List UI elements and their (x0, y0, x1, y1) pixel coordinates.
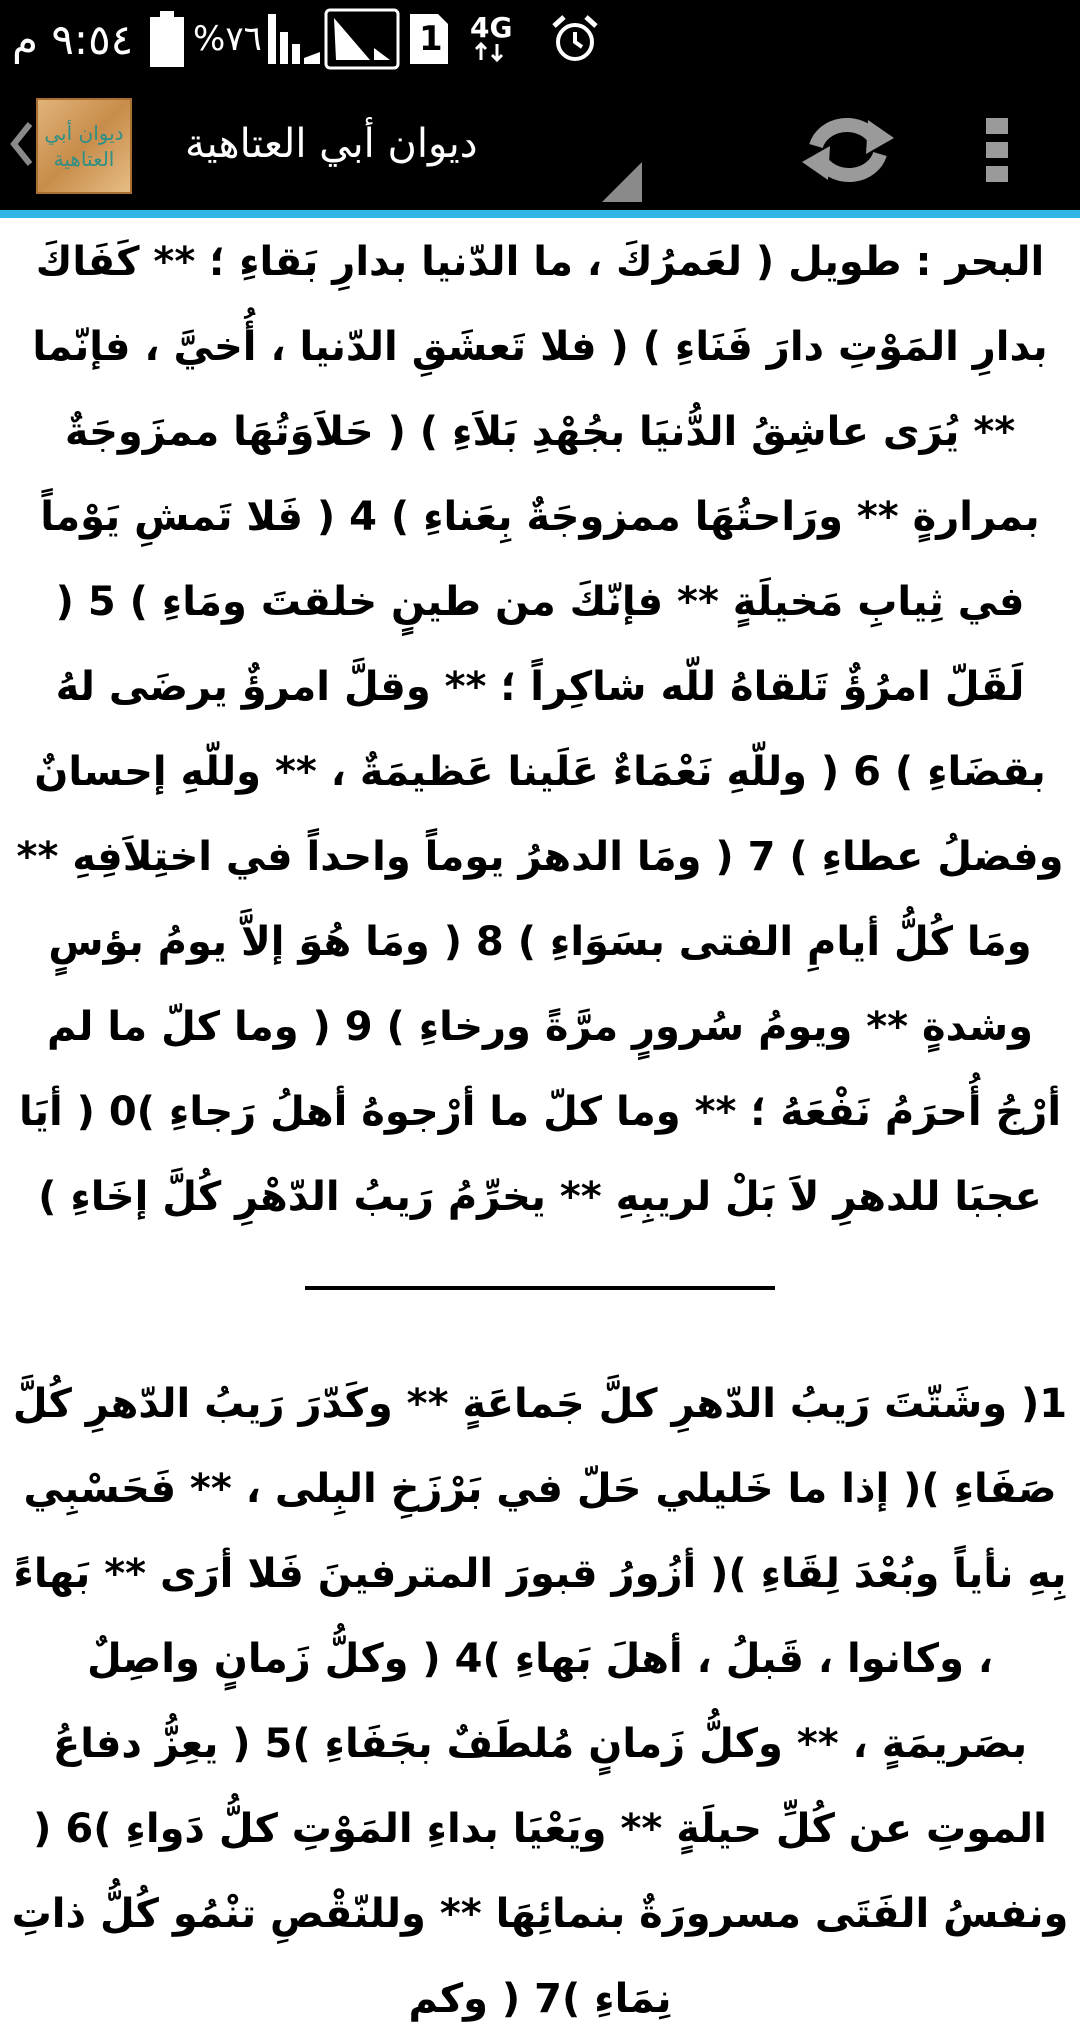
app-title[interactable]: ديوان أبي العتاهية (185, 121, 478, 167)
poem-block: 1( وشَتّتَ رَيبُ الدّهرِ كلَّ جَماعَةٍ ** وكَدّرَ رَيبُ الدّهرِ كُلَّ صَفَاءِ )( إذا ما خَليلي حَلّ في بَرْزَخِ البِلى ، ** فَحَسْبِي بِهِ نأياً وبُعْدَ لِقَاءِ )( أزُورُ قبورَ المترفينَ فَلا أرَى ** بَهاءً ، وكانوا ، قَبلُ ، أهلَ بَهاءِ )4 ( وكلُّ زَمانٍ واصِلٌ بصَريمَةٍ ، ** وكلُّ زَمانٍ مُلطَفٌ بجَفَاءِ )5 ( يعِزُّ دفاعُ الموتِ عن كُلِّ حيلَةٍ ** ويَعْيَا بداءِ المَوْتِ كلُّ دَواءِ )6 ( ونفسُ الفَتَى مسرورَةٌ بنمائِهَا ** وللنّقْصِ تنْمُو كُلُّ ذاتِ نِمَاءِ )7 ( وكم (11, 1381, 1069, 2022)
poem-content[interactable] (0, 220, 1080, 2022)
overflow-menu-icon[interactable] (986, 118, 1008, 186)
network-type-label: 4G (470, 11, 513, 44)
signal-icon-selected (324, 0, 400, 78)
poem-divider (305, 1286, 775, 1290)
sim-slot-number: 1 (419, 19, 443, 59)
poem-block: البحر : طويل ( لعَمرُكَ ، ما الدّنيا بدارِ بَقاءِ ؛ ** كَفَاكَ بدارِ المَوْتِ دارَ فَنَاءِ ) ( فلا تَعشَقِ الدّنيا ، أُخيَّ ، فإنّما ** يُرَى عاشِقُ الدُّنيَا بجُهْدِ بَلاَءِ ) ( حَلاَوَتُهَا ممزَوجَةٌ بمرارةٍ ** ورَاحتُهَا ممزوجَةٌ بِعَناءِ ) 4 ( فَلا تَمشِ يَوْماً في ثِيابِ مَخيلَةٍ ** فإنّكَ من طينٍ خلقتَ ومَاءِ ) 5 ( لَقَلّ امرُؤٌ تَلقاهُ للّه شاكِراً ؛ ** وقلَّ امرؤٌ يرضَى لهُ بقضَاءِ ) 6 ( وللّهِ نَعْمَاءٌ عَلَينا عَظيمَةٌ ، ** وللّهِ إحسانٌ وفضلُ عطاءِ ) 7 ( ومَا الدهرُ يوماً واحداً في اختِلاَفِهِ ** ومَا كُلُّ أيامِ الفتى بسَوَاءِ ) 8 ( ومَا هُوَ إلاَّ يومُ بؤسٍ وشدةٍ ** ويومُ سُرورٍ مرَّةً ورخاءِ ) 9 ( وما كلّ ما لم أرْجُ أُحرَمُ نَفْعَهُ ؛ ** وما كلّ ما أرْجوهُ أهلُ رَجاءِ )0 ( أيَا عجبَا للدهرِ لاَ بَلْ لريبِهِ ** يخرِّمُ رَيبُ الدّهْرِ كُلَّ إخَاءِ ) (16, 239, 1064, 1220)
battery-percent: %٧٦ (193, 19, 262, 59)
battery-icon (150, 0, 184, 78)
back-chevron-icon[interactable] (10, 122, 34, 170)
signal-icon (268, 0, 320, 78)
dropdown-triangle-icon[interactable] (602, 162, 642, 206)
action-bar (0, 78, 1080, 210)
clock: ٩:٥٤ م (12, 14, 134, 64)
app-logo-text: ديوان أبي العتاهية (44, 121, 124, 171)
refresh-icon[interactable] (794, 110, 902, 194)
status-bar (0, 0, 1080, 78)
app-logo[interactable] (36, 98, 132, 194)
alarm-icon (550, 0, 600, 78)
network-4g-icon (470, 0, 512, 78)
action-bar-accent-line (0, 210, 1080, 218)
